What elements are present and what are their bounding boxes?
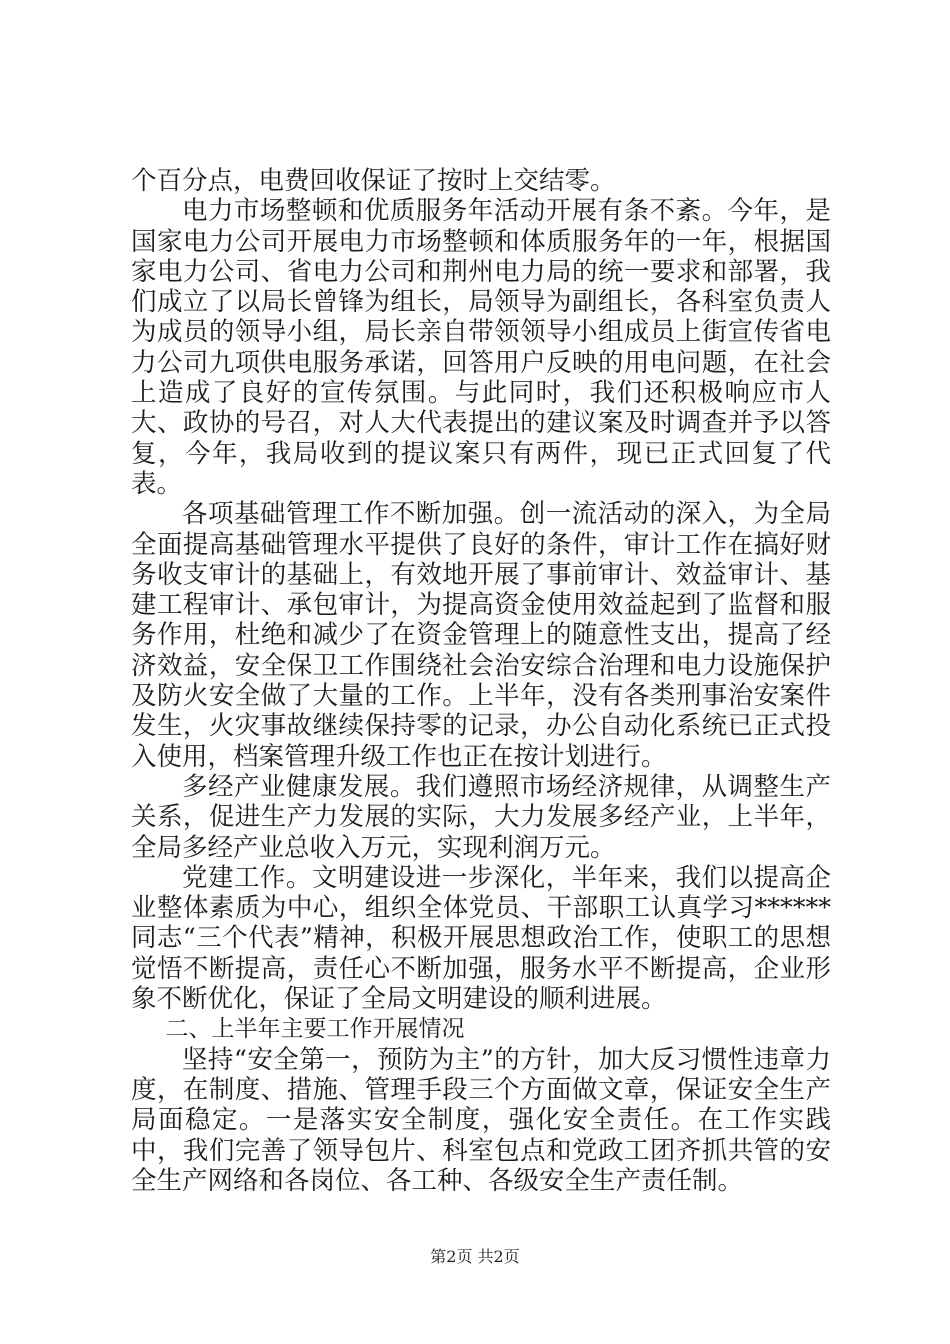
page-footer: 第2页 共2页 bbox=[430, 1247, 520, 1266]
document-body bbox=[131, 166, 831, 1196]
paragraph-continuation: 个百分点，电费回收保证了按时上交结零。 bbox=[131, 166, 616, 196]
paragraph-basic-management: 各项基础管理工作不断加强。创一流活动的深入，为全局全面提高基础管理水平提供了良好的条件，审计工作在搞好财务收支审计的基础上，有效地开展了事前审计、效益审计、基建工程审计、承包审计，为提高资金使用效益起到了监督和服务作用，杜绝和减少了在资金管理上的随意性支出，提高了经济效益，安全保卫工作围绕社会治安综合治理和电力设施保护及防火安全做了大量的工作。上半年，没有各类刑事治安案件发生，火灾事故继续保持零的记录，办公自动化系统已正式投入使用，档案管理升级工作也正在按计划进行。 bbox=[131, 499, 831, 772]
section-heading: 二、上半年主要工作开展情况 bbox=[165, 1016, 465, 1043]
paragraph-market-service: 电力市场整顿和优质服务年活动开展有条不紊。今年，是国家电力公司开展电力市场整顿和体质服务年的一年，根据国家电力公司、省电力公司和荆州电力局的统一要求和部署，我们成立了以局长曾锋为组长，局领导为副组长，各科室负责人为成员的领导小组，局长亲自带领领导小组成员上街宣传省电力公司九项供电服务承诺，回答用户反映的用电问题，在社会上造成了良好的宣传氛围。与此同时，我们还积极响应市人大、政协的号召，对人大代表提出的建议案及时调查并予以答复，今年，我局收到的提议案只有两件，现已正式回复了代表。 bbox=[131, 196, 831, 499]
paragraph-party-building: 党建工作。文明建设进一步深化，半年来，我们以提高企业整体素质为中心，组织全体党员、干部职工认真学习******同志“三个代表”精神，积极开展思想政治工作，使职工的思想觉悟不断提高，责任心不断加强，服务水平不断提高，企业形象不断优化，保证了全局文明建设的顺利进展。 bbox=[131, 862, 831, 1015]
paragraph-safety-first: 坚持“安全第一，预防为主”的方针，加大反习惯性违章力度，在制度、措施、管理手段三个方面做文章，保证安全生产局面稳定。一是落实安全制度，强化安全责任。在工作实践中，我们完善了领导包片、科室包点和党政工团齐抓共管的安全生产网络和各岗位、各工种、各级安全生产责任制。 bbox=[131, 1044, 831, 1196]
paragraph-diversified-industry: 多经产业健康发展。我们遵照市场经济规律，从调整生产关系，促进生产力发展的实际，大力发展多经产业，上半年，全局多经产业总收入万元，实现利润万元。 bbox=[131, 771, 831, 863]
